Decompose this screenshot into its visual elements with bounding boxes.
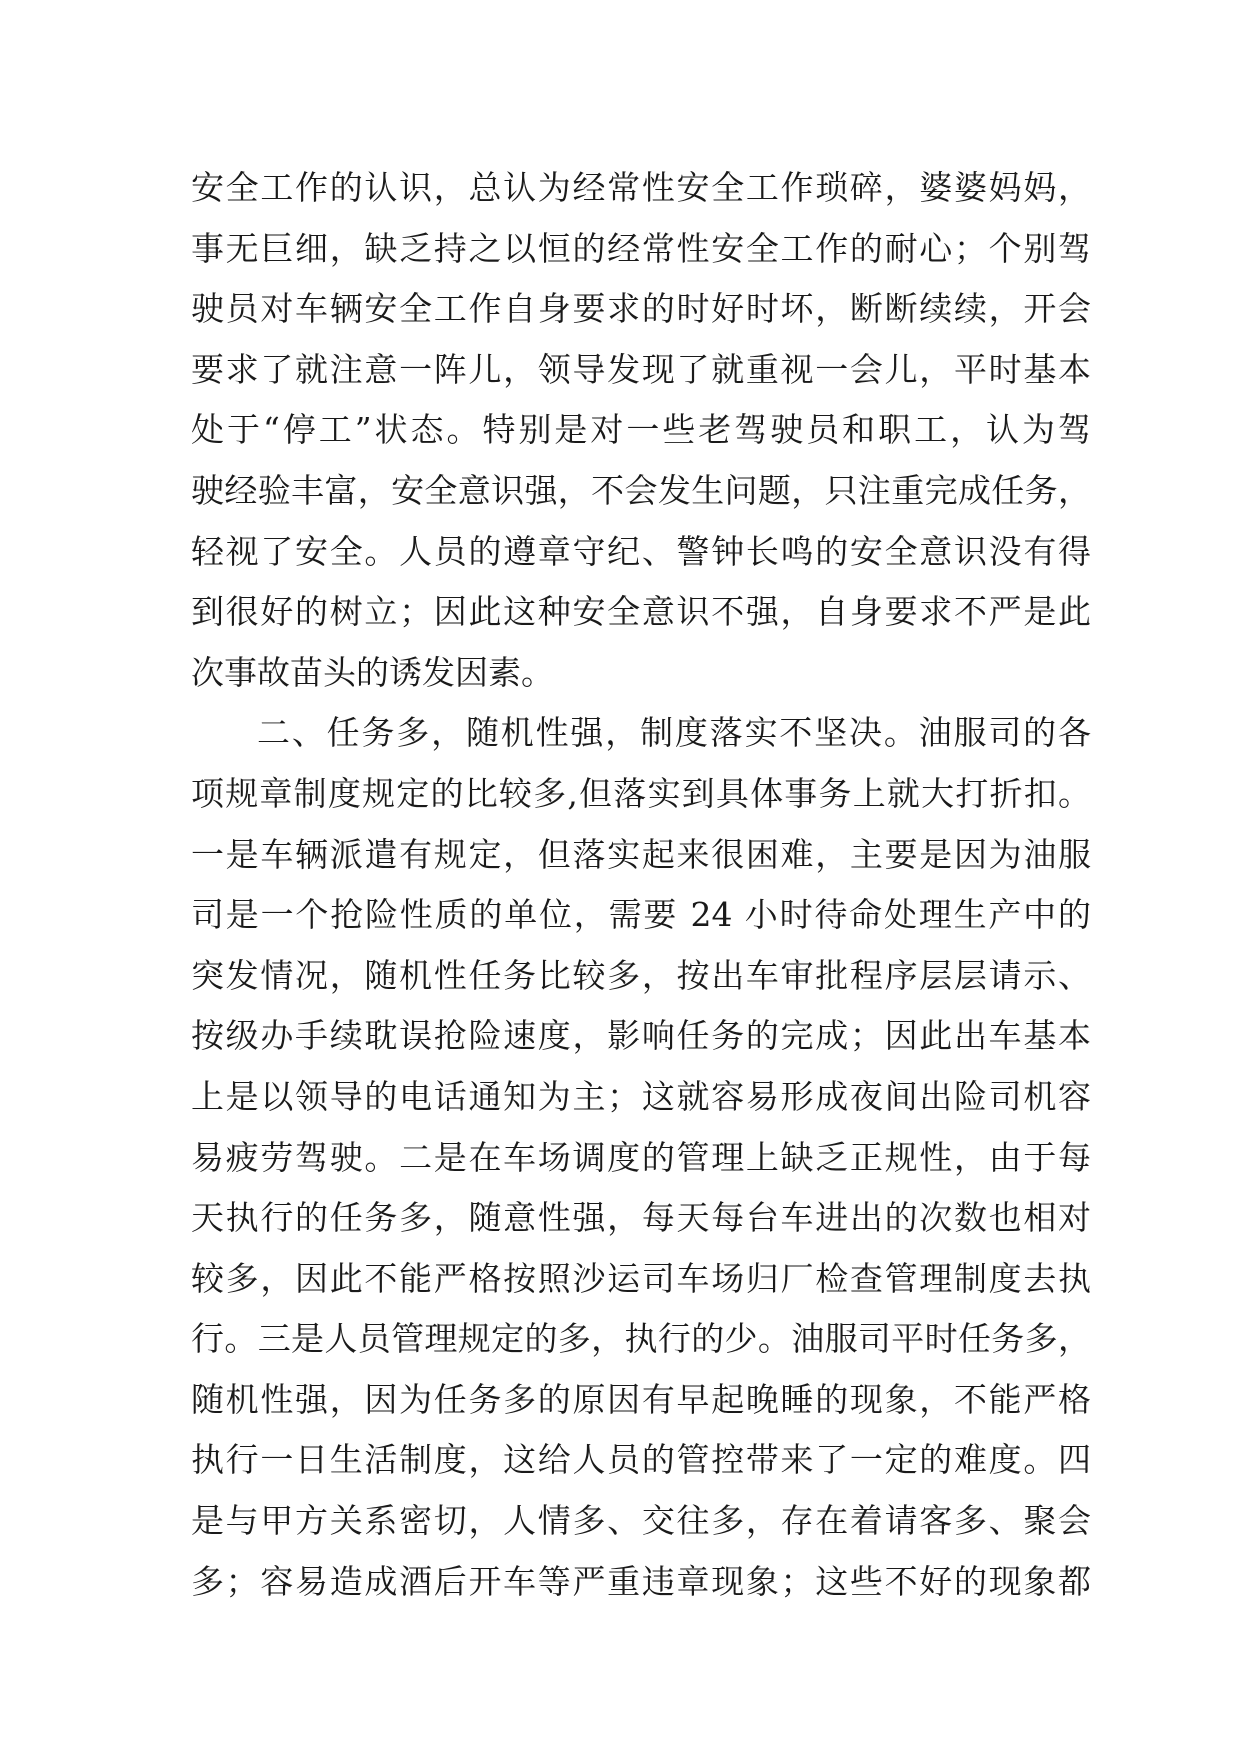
text-line: 项规章制度规定的比较多,但落实到具体事务上就大打折扣。 (191, 773, 1091, 813)
text-line: 事无巨细，缺乏持之以恒的经常性安全工作的耐心；个别驾 (191, 228, 1091, 268)
text-line: 较多，因此不能严格按照沙运司车场归厂检查管理制度去执 (191, 1258, 1091, 1298)
text-line: 易疲劳驾驶。二是在车场调度的管理上缺乏正规性，由于每 (191, 1137, 1091, 1177)
text-line: 行。三是人员管理规定的多，执行的少。油服司平时任务多， (191, 1319, 1091, 1359)
text-line: 按级办手续耽误抢险速度，影响任务的完成；因此出车基本 (191, 1016, 1091, 1056)
text-line: 是与甲方关系密切，人情多、交往多，存在着请客多、聚会 (191, 1501, 1091, 1541)
text-line: 司是一个抢险性质的单位，需要 24 小时待命处理生产中的 (191, 895, 1091, 935)
text-line: 处于“停工”状态。特别是对一些老驾驶员和职工，认为驾 (191, 410, 1091, 450)
paragraph-end-line: 次事故苗头的诱发因素。 (191, 652, 554, 692)
text-line: 突发情况，随机性任务比较多，按出车审批程序层层请示、 (191, 955, 1091, 995)
text-line: 安全工作的认识，总认为经常性安全工作琐碎，婆婆妈妈， (191, 168, 1091, 207)
text-line: 驶员对车辆安全工作自身要求的时好时坏，断断续续，开会 (191, 289, 1091, 329)
text-line: 执行一日生活制度，这给人员的管控带来了一定的难度。四 (191, 1440, 1091, 1480)
text-line: 要求了就注意一阵儿，领导发现了就重视一会儿，平时基本 (191, 349, 1091, 389)
text-line: 多；容易造成酒后开车等严重违章现象；这些不好的现象都 (191, 1561, 1091, 1601)
text-line: 轻视了安全。人员的遵章守纪、警钟长鸣的安全意识没有得 (191, 531, 1091, 571)
text-line: 上是以领导的电话通知为主；这就容易形成夜间出险司机容 (191, 1076, 1091, 1116)
body-text (191, 158, 1091, 1612)
text-line: 一是车辆派遣有规定，但落实起来很困难，主要是因为油服 (191, 834, 1091, 874)
section-heading-line: 二、任务多，随机性强，制度落实不坚决。油服司的各 (257, 713, 1091, 753)
text-line: 到很好的树立；因此这种安全意识不强，自身要求不严是此 (191, 592, 1091, 632)
text-line: 随机性强，因为任务多的原因有早起晚睡的现象，不能严格 (191, 1379, 1091, 1419)
text-line: 驶经验丰富，安全意识强，不会发生问题，只注重完成任务， (191, 470, 1091, 510)
text-line: 天执行的任务多，随意性强，每天每台车进出的次数也相对 (191, 1198, 1091, 1238)
